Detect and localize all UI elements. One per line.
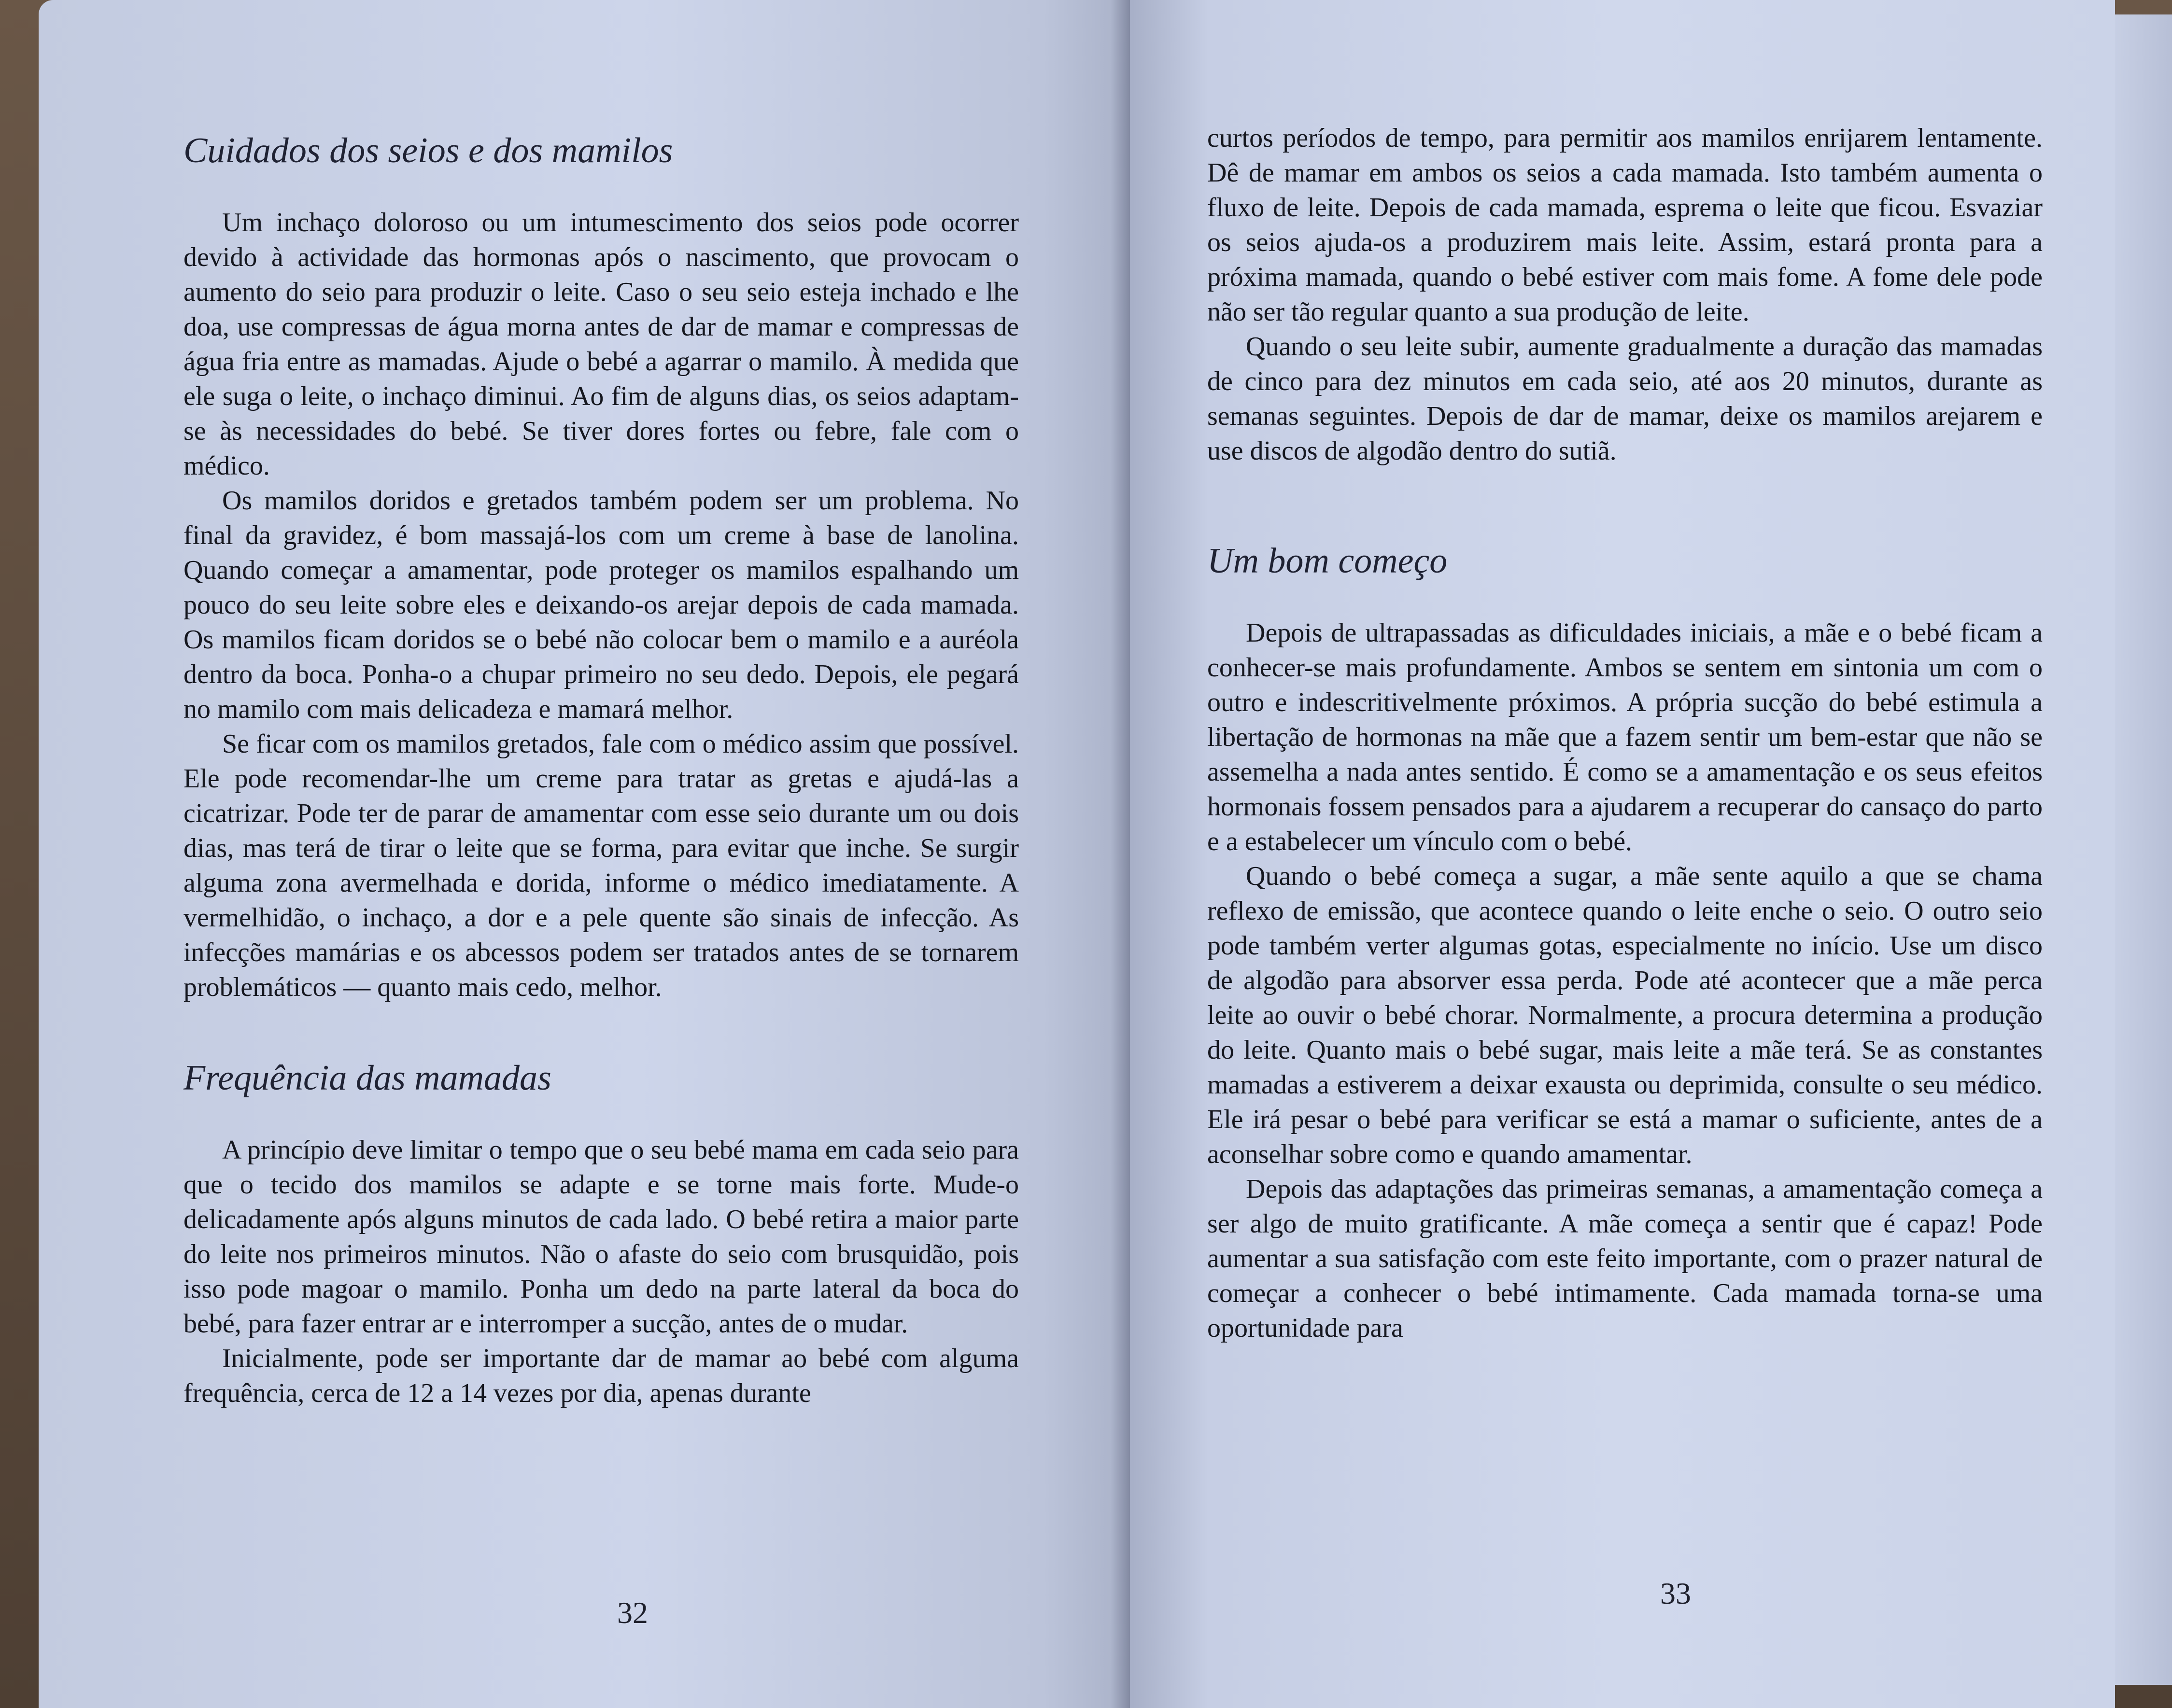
section-heading: Cuidados dos seios e dos mamilos (183, 131, 673, 170)
section-heading: Um bom começo (1207, 541, 1448, 581)
section-good-start (1207, 541, 2043, 1345)
section-breast-care (183, 130, 1019, 1005)
page-number: 33 (1660, 1576, 1691, 1610)
paragraph: Um inchaço doloroso ou um intumescimento dos seios pode ocorrer devido à actividade das hormonas após o nascimento, que provocam o aumento do seio para produzir o leite. Caso o seu seio esteja inchado e lhe doa, use compressas de água morna antes de dar de mamar e compressas de água fria entre as mamadas. Ajude o bebé a agarrar o mamilo. À medida que ele suga o leite, o inchaço diminui. Ao fim de alguns dias, os seios adaptam-se às necessidades do bebé. Se tiver dores fortes ou febre, fale com o médico. (183, 208, 1019, 481)
paragraph: Depois de ultrapassadas as dificuldades iniciais, a mãe e o bebé ficam a conhecer-se mais profundamente. Ambos se sentem em sintonia um com o outro e indescritivelmente próximos. A própria sucção do bebé estimula a libertação de hormonas na mãe que a fazem sentir um bem-estar que não se assemelha a nada antes sentido. É como se a amamentação e os seus efeitos hormonais fossem pensados para a ajudarem a recuperar do cansaço do parto e a estabelecer um vínculo com o bebé. (1207, 618, 2043, 856)
paragraph: Os mamilos doridos e gretados também podem ser um problema. No final da gravidez, é bom massajá-los com um creme à base de lanolina. Quando começar a amamentar, pode proteger os mamilos espalhando um pouco do seu leite sobre eles e deixando-os arejar depois de cada mamada. Os mamilos ficam doridos se o bebé não colocar bem o mamilo e a auréola dentro da boca. Ponha-o a chupar primeiro no seu dedo. Depois, ele pegará no mamilo com mais delicadeza e mamará melhor. (183, 486, 1019, 724)
section-heading: Frequência das mamadas (183, 1058, 551, 1098)
paragraph: Se ficar com os mamilos gretados, fale com o médico assim que possível. Ele pode recomendar-lhe um creme para tratar as gretas e ajudá-las a cicatrizar. Pode ter de parar de amamentar com esse seio durante um ou dois dias, mas terá de tirar o leite que se forma, para evitar que inche. Se surgir alguma zona avermelhada e dorida, informe o médico imediatamente. A vermelhidão, o inchaço, a dor e a pele quente são sinais de infecção. As infecções mamárias e os abcessos podem ser tratados antes de se tornarem problemáticos — quanto mais cedo, melhor. (183, 729, 1019, 1002)
page-number: 32 (617, 1596, 648, 1630)
left-page (39, 0, 1130, 1708)
paragraph: curtos períodos de tempo, para permitir aos mamilos enrijarem lentamente. Dê de mamar em ambos os seios a cada mamada. Isto também aumenta o fluxo de leite. Depois de cada mamada, esprema o leite que ficou. Esvaziar os seios ajuda-os a produzirem mais leite. Assim, estará pronta para a próxima mamada, quando o bebé estiver com mais fome. A fome dele pode não ser tão regular quanto a sua produção de leite. (1207, 123, 2043, 327)
paragraph: Quando o seu leite subir, aumente gradualmente a duração das mamadas de cinco para dez minutos em cada seio, até aos 20 minutos, durante as semanas seguintes. Depois de dar de mamar, deixe os mamilos arejarem e use discos de algodão dentro do sutiã. (1207, 332, 2043, 466)
section-feeding-frequency (183, 1058, 1019, 1411)
paragraph: Inicialmente, pode ser importante dar de mamar ao bebé com alguma frequência, cerca de 12 a 14 vezes por dia, apenas durante (183, 1344, 1019, 1408)
paragraph: A princípio deve limitar o tempo que o seu bebé mama em cada seio para que o tecido dos mamilos se adapte e se torne mais forte. Mude-o delicadamente após alguns minutos de cada lado. O bebé retira a maior parte do leite nos primeiros minutos. Não o afaste do seio com brusquidão, pois isso pode magoar o mamilo. Ponha um dedo na parte lateral da boca do bebé, para fazer entrar ar e interromper a sucção, antes de o mudar. (183, 1135, 1019, 1339)
page-stack-edge (2115, 14, 2172, 1685)
paragraph: Quando o bebé começa a sugar, a mãe sente aquilo a que se chama reflexo de emissão, que acontece quando o leite enche o seio. O outro seio pode também verter algumas gotas, especialmente no início. Use um disco de algodão para absorver essa perda. Pode até acontecer que a mãe perca leite ao ouvir o bebé chorar. Normalmente, a procura determina a produção do leite. Quanto mais o bebé sugar, mais leite a mãe terá. Se as constantes mamadas a estiverem a deixar exausta ou deprimida, consulte o seu médico. Ele irá pesar o bebé para verificar se está a mamar o suficiente, antes de a aconselhar sobre como e quando amamentar. (1207, 861, 2043, 1169)
paragraph: Depois das adaptações das primeiras semanas, a amamentação começa a ser algo de muito gratificante. A mãe começa a sentir que é capaz! Pode aumentar a sua satisfação com este feito importante, com o prazer natural de começar a conhecer o bebé intimamente. Cada mamada torna-se uma oportunidade para (1207, 1174, 2043, 1343)
right-page (1130, 0, 2115, 1708)
continued-text (1207, 121, 2043, 468)
